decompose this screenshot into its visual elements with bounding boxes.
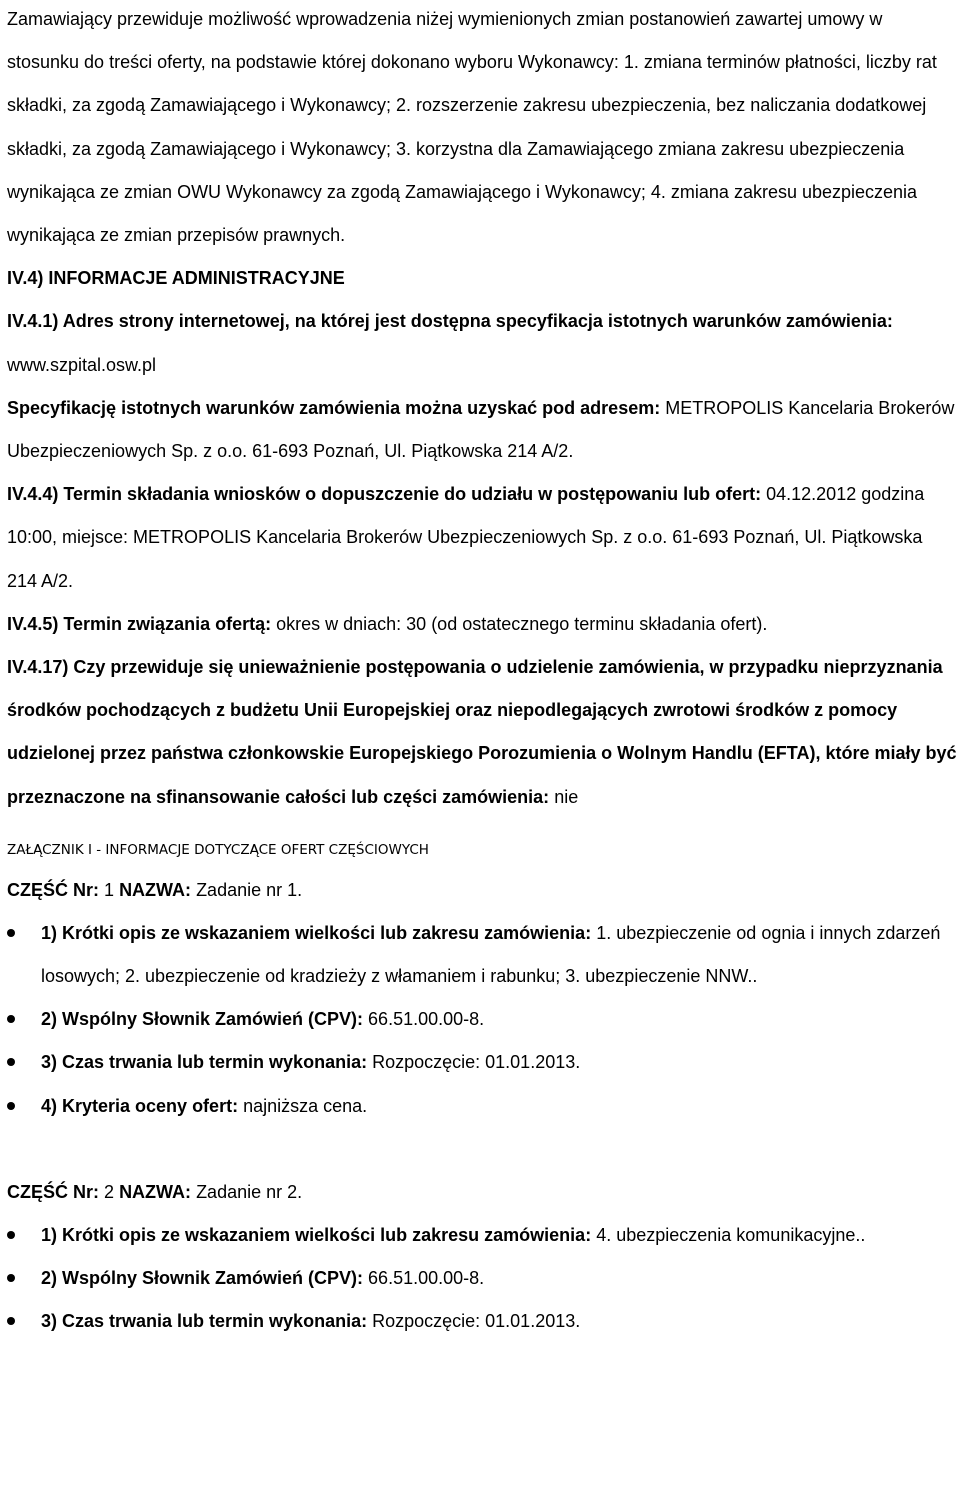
list-item: 2) Wspólny Słownik Zamówień (CPV): 66.51.00.00-8.: [7, 998, 957, 1041]
contract-changes-paragraph: Zamawiający przewiduje możliwość wprowadzenia niżej wymienionych zmian postanowień zawartej umowy w stosunku do treści oferty, na podstawie której dokonano wyboru Wykonawcy: 1. zmiana terminów płatności, liczby rat składki, za zgodą Zamawiającego i Wykonawcy; 2. rozszerzenie zakresu ubezpieczenia, bez naliczania dodatkowej składki, za zgodą Zamawiającego i Wykonawcy; 3. korzystna dla Zamawiającego zmiana zakresu ubezpieczenia wynikająca ze zmian OWU Wykonawcy za zgodą Zamawiającego i Wykonawcy; 4. zmiana zakresu ubezpieczenia wynikająca ze zmian przepisów prawnych.: [7, 9, 937, 246]
part-2-heading: CZĘŚĆ Nr: 2 NAZWA: Zadanie nr 2.: [7, 1181, 303, 1202]
binding-period-value: okres w dniach: 30 (od ostatecznego terminu składania ofert).: [276, 613, 768, 634]
document-page: [7, 0, 957, 1343]
annex-title: ZAŁĄCZNIK I - INFORMACJE DOTYCZĄCE OFERT CZĘŚCIOWYCH: [7, 841, 429, 858]
bullet-icon: [7, 929, 15, 937]
binding-period-label: IV.4.5) Termin związania ofertą:: [7, 613, 272, 634]
bullet-icon: [7, 1058, 15, 1066]
list-item: 3) Czas trwania lub termin wykonania: Rozpoczęcie: 01.01.2013.: [7, 1041, 957, 1084]
bullet-icon: [7, 1274, 15, 1282]
list-item: 2) Wspólny Słownik Zamówień (CPV): 66.51.00.00-8.: [7, 1257, 957, 1300]
spacer: [7, 1128, 957, 1171]
list-item: 3) Czas trwania lub termin wykonania: Rozpoczęcie: 01.01.2013.: [7, 1300, 957, 1343]
list-item: 1) Krótki opis ze wskazaniem wielkości lub zakresu zamówienia: 1. ubezpieczenie od ognia i innych zdarzeń losowych; 2. ubezpieczenie od kradzieży z włamaniem i rabunku; 3. ubezpieczenie NNW..: [7, 912, 957, 998]
deadline-paragraph: [7, 473, 957, 603]
annulment-paragraph: [7, 646, 957, 819]
spec-website-paragraph: [7, 300, 957, 386]
bullet-icon: [7, 1231, 15, 1239]
list-item: 1) Krótki opis ze wskazaniem wielkości lub zakresu zamówienia: 4. ubezpieczenia komunikacyjne..: [7, 1214, 957, 1257]
deadline-label: IV.4.4) Termin składania wniosków o dopuszczenie do udziału w postępowaniu lub ofert:: [7, 484, 762, 505]
bullet-icon: [7, 1102, 15, 1110]
spec-address-value: METROPOLIS Kancelaria Brokerów Ubezpieczeniowych Sp. z o.o. 61-693 Poznań, Ul. Piątkowska 214 A/2.: [7, 397, 955, 462]
spec-website-label: IV.4.1) Adres strony internetowej, na której jest dostępna specyfikacja istotnych warunków zamówienia:: [7, 311, 893, 332]
part-2-item-list: [7, 1214, 957, 1344]
bullet-icon: [7, 1015, 15, 1023]
annulment-label: IV.4.17) Czy przewiduje się unieważnienie postępowania o udzielenie zamówienia, w przypadku nieprzyznania środków pochodzących z budżetu Unii Europejskiej oraz niepodlegających zwrotowi środków z pomocy udzielonej przez państwa członkowskie Europejskiego Porozumienia o Wolnym Handlu (EFTA), które miały być przeznaczone na sfinansowanie całości lub części zamówienia:: [7, 657, 957, 807]
list-item: 4) Kryteria oceny ofert: najniższa cena.: [7, 1085, 957, 1128]
binding-period-paragraph: [7, 603, 957, 646]
part-1-item-list: [7, 912, 957, 1128]
section-heading-iv4: IV.4) INFORMACJE ADMINISTRACYJNE: [7, 268, 345, 289]
spec-website-url[interactable]: www.szpital.osw.pl: [7, 354, 157, 375]
annulment-value: nie: [554, 786, 579, 807]
spec-address-paragraph: [7, 387, 957, 473]
part-1-heading: CZĘŚĆ Nr: 1 NAZWA: Zadanie nr 1.: [7, 879, 303, 900]
deadline-value: 04.12.2012 godzina 10:00, miejsce: METROPOLIS Kancelaria Brokerów Ubezpieczeniowych Sp. z o.o. 61-693 Poznań, Ul. Piątkowska 214 A/2.: [7, 484, 925, 591]
bullet-icon: [7, 1317, 15, 1325]
spec-address-label: Specyfikację istotnych warunków zamówienia można uzyskać pod adresem:: [7, 397, 661, 418]
